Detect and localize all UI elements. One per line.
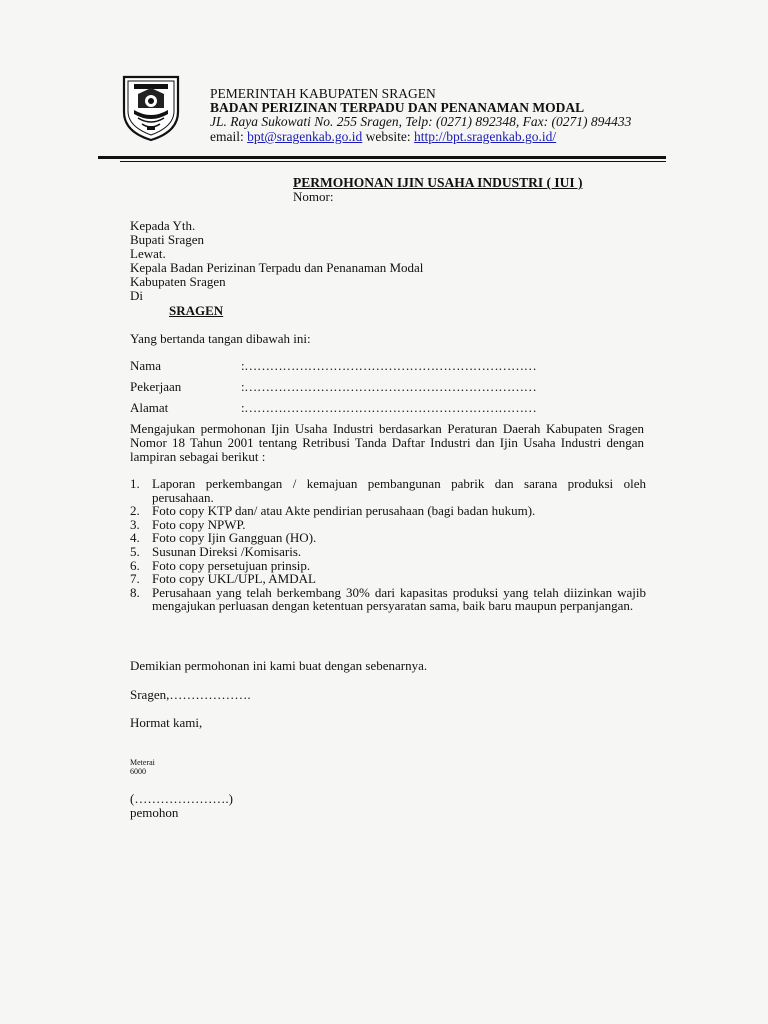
field-label-nama: Nama: [130, 358, 162, 373]
request-paragraph: Mengajukan permohonan Ijin Usaha Industri berdasarkan Peraturan Daerah Kabupaten Sragen Nomor 18 Tahun 2001 tentang Retribusi Tanda Daftar Industri dan Ijin Usaha Industri dengan lampiran sebagai berikut :: [130, 421, 644, 464]
document-title: PERMOHONAN IJIN USAHA INDUSTRI ( IUI ): [293, 175, 583, 190]
document-number: Nomor:: [293, 189, 334, 204]
letterhead-contact: email: bpt@sragenkab.go.id website: http://bpt.sragenkab.go.id/: [210, 129, 557, 144]
letterhead-divider: [98, 156, 666, 159]
attachment-list: [130, 477, 646, 613]
list-item: 7. Foto copy UKL/UPL, AMDAL: [130, 571, 316, 587]
list-item: 3. Foto copy NPWP.: [130, 516, 246, 532]
email-link[interactable]: bpt@sragenkab.go.id: [247, 129, 363, 144]
place-date: Sragen,……………….: [130, 687, 251, 702]
website-link[interactable]: http://bpt.sragenkab.go.id/: [414, 129, 557, 144]
field-value-nama[interactable]: :……………………………………………………………: [241, 358, 537, 373]
regency-emblem-icon: [120, 74, 182, 142]
stamp-duty-label: Meterai: [130, 758, 155, 767]
addressee-city: SRAGEN: [169, 303, 224, 318]
list-item: 2. Foto copy KTP dan/ atau Akte pendirian perusahaan (bagi badan hukum).: [130, 503, 536, 519]
addressee-line: Kepada Yth.: [130, 218, 196, 233]
greeting: Hormat kami,: [130, 715, 203, 730]
stamp-duty-value: 6000: [130, 767, 146, 776]
addressee-line: Bupati Sragen: [130, 232, 205, 247]
addressee-line: Kabupaten Sragen: [130, 274, 226, 289]
letterhead-government: PEMERINTAH KABUPATEN SRAGEN: [210, 86, 436, 101]
list-item: 6. Foto copy persetujuan prinsip.: [130, 557, 311, 573]
field-label-alamat: Alamat: [130, 400, 169, 415]
field-value-pekerjaan[interactable]: :……………………………………………………………: [241, 379, 537, 394]
closing-text: Demikian permohonan ini kami buat dengan sebenarnya.: [130, 658, 428, 673]
field-value-alamat[interactable]: :……………………………………………………………: [241, 400, 537, 415]
list-item: 8. Perusahaan yang telah berkembang 30% dari kapasitas produksi yang telah diizinkan wajib mengajukan perluasan dengan ketentuan persyaratan sama, baik baru maupun perpanjangan.: [130, 584, 646, 614]
signatory-role: pemohon: [130, 805, 179, 820]
list-item: 4. Foto copy Ijin Gangguan (HO).: [130, 530, 317, 546]
list-item: 1. Laporan perkembangan / kemajuan pembangunan pabrik dan sarana produksi oleh perusahaan.: [130, 476, 646, 505]
intro-text: Yang bertanda tangan dibawah ini:: [130, 331, 311, 346]
letterhead-divider-thin: [120, 161, 666, 162]
letterhead-address: JL. Raya Sukowati No. 255 Sragen, Telp: (0271) 892348, Fax: (0271) 894433: [210, 114, 632, 129]
addressee-line: Kepala Badan Perizinan Terpadu dan Penanaman Modal: [130, 260, 424, 275]
signatory-name-placeholder: (………………….): [130, 791, 233, 806]
list-item: 5. Susunan Direksi /Komisaris.: [130, 543, 302, 559]
addressee-line: Di: [130, 288, 143, 303]
field-label-pekerjaan: Pekerjaan: [130, 379, 182, 394]
addressee-line: Lewat.: [130, 246, 166, 261]
letterhead-agency: BADAN PERIZINAN TERPADU DAN PENANAMAN MODAL: [210, 100, 585, 115]
